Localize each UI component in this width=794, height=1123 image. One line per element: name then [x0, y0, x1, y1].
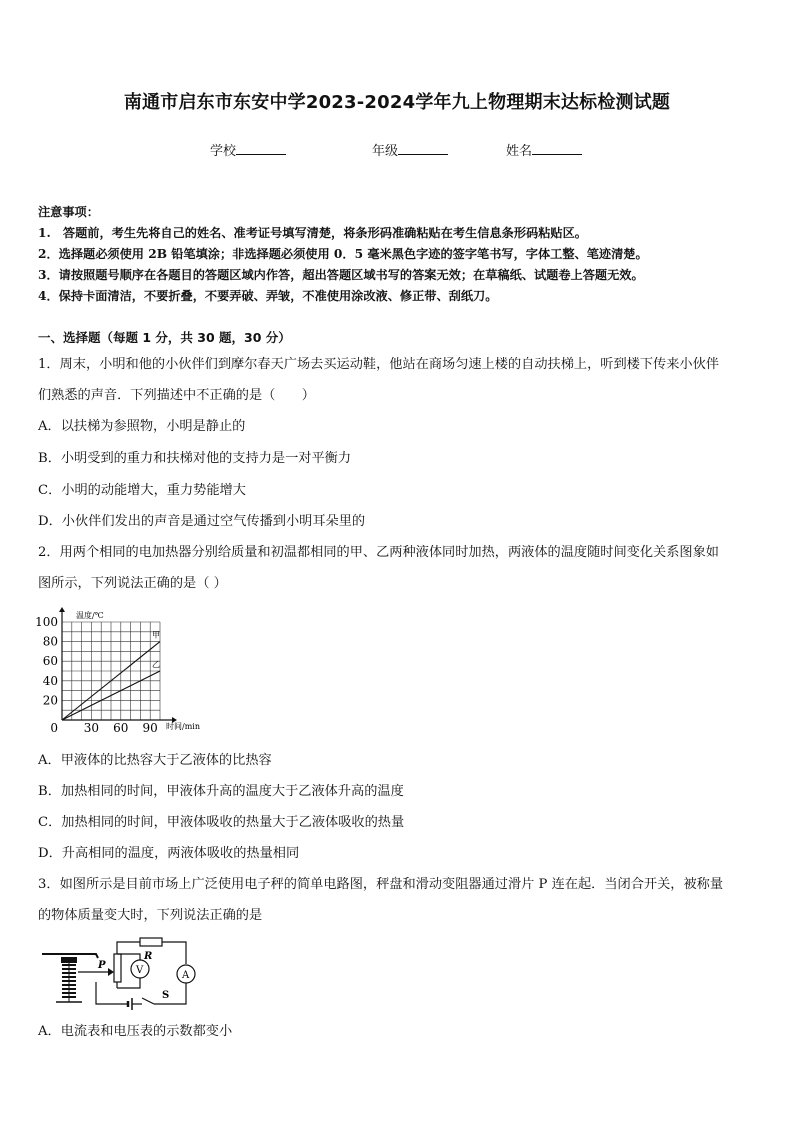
paper-title: 南通市启东市东安中学2023-2024学年九上物理期末达标检测试题	[123, 92, 671, 113]
x-axis-label: 时间/min	[166, 722, 200, 731]
q1-option-d: D．小伙伴们发出的声音是通过空气传播到小明耳朵里的	[38, 514, 366, 529]
chart-svg	[36, 602, 236, 734]
q2-option-b: B．加热相同的时间，甲液体升高的温度大于乙液体升高的温度	[38, 784, 404, 799]
q1-option-b: B．小明受到的重力和扶梯对他的支持力是一对平衡力	[38, 451, 352, 466]
note-item: 2．选择题必须使用 2B 铅笔填涂；非选择题必须使用 0．5 毫米黑色字迹的签字笔书写，字体工整、笔迹清楚。	[38, 247, 648, 261]
note-item: 4．保持卡面清洁，不要折叠，不要弄破、弄皱，不准使用涂改液、修正带、刮纸刀。	[38, 289, 498, 303]
resistor-r	[140, 938, 162, 946]
q2-option-a: A．甲液体的比热容大于乙液体的比热容	[38, 753, 272, 768]
x-tick-label: 90	[142, 721, 158, 734]
note-item: 1. 答题前，考生先将自己的姓名、准考证号填写清楚，将条形码准确粘贴在考生信息条形码粘贴区。	[38, 226, 587, 240]
q2-option-c: C．加热相同的时间，甲液体吸收的热量大于乙液体吸收的热量	[38, 815, 405, 830]
circuit-svg	[36, 932, 226, 1012]
rheostat	[114, 954, 121, 982]
y-tick-label: 60	[42, 654, 58, 669]
temperature-time-chart	[36, 602, 236, 734]
y-axis-arrow	[59, 607, 65, 612]
label-p: P	[98, 960, 106, 971]
label-a: A	[182, 970, 190, 981]
label-r: R	[144, 951, 153, 962]
school-field: 学校	[210, 140, 286, 159]
wire-top-right	[162, 942, 186, 964]
q3-option-a: A．电流表和电压表的示数都变小	[38, 1024, 233, 1039]
y-tick-label: 80	[42, 634, 58, 649]
series-label-2: 乙	[152, 660, 160, 669]
q3-stem-line1: 3．如图所示是目前市场上广泛使用电子秤的简单电路图，秤盘和滑动变阻器通过滑片 P 连在起．当闭合开关，被称量	[38, 877, 724, 892]
q1-option-c: C．小明的动能增大，重力势能增大	[38, 483, 246, 498]
q2-stem-line2: 图所示，下列说法正确的是（ ）	[38, 576, 227, 591]
q2-option-d: D．升高相同的温度，两液体吸收的热量相同	[38, 846, 300, 861]
q1-option-a: A．以扶梯为参照物，小明是静止的	[38, 419, 246, 434]
y-axis-label: 温度/℃	[76, 611, 104, 620]
wire-top-left	[117, 942, 140, 954]
label-v: V	[136, 965, 144, 976]
q1-stem-line1: 1．周末，小明和他的小伙伴们到摩尔春天广场去买运动鞋，他站在商场匀速上楼的自动扶梯上，听到楼下传来小伙伴	[38, 357, 719, 372]
q3-stem-line2: 的物体质量变大时，下列说法正确的是	[38, 908, 263, 923]
y-tick-label: 100	[36, 615, 58, 629]
y-tick-label: 20	[42, 693, 58, 708]
x-tick-label: 0	[50, 721, 58, 734]
x-tick-label: 60	[113, 721, 129, 734]
notes-heading: 注意事项：	[38, 205, 99, 219]
q1-stem-line2: 们熟悉的声音．下列描述中不正确的是（ ）	[38, 388, 315, 403]
label-s: S	[162, 990, 170, 1001]
section-heading: 一、选择题（每题 1 分，共 30 题，30 分）	[38, 330, 291, 345]
scale-circuit-diagram	[36, 932, 226, 1012]
q2-stem-line1: 2．用两个相同的电加热器分别给质量和初温都相同的甲、乙两种液体同时加热，两液体的温度随时间变化关系图象如	[38, 545, 719, 560]
wire-bottom-left	[96, 982, 128, 1004]
slider-arrow	[108, 968, 114, 976]
x-tick-label: 30	[83, 721, 100, 734]
grade-field: 年级	[372, 140, 448, 159]
wire-bottom-right	[154, 983, 186, 1004]
name-field: 姓名	[506, 140, 582, 159]
series-label-1: 甲	[152, 630, 160, 640]
note-item: 3．请按照题号顺序在各题目的答题区域内作答，超出答题区域书写的答案无效；在草稿纸、试题卷上答题无效。	[38, 268, 644, 282]
switch-s	[142, 998, 154, 1004]
y-tick-label: 40	[42, 673, 58, 688]
notes-block	[38, 202, 648, 307]
